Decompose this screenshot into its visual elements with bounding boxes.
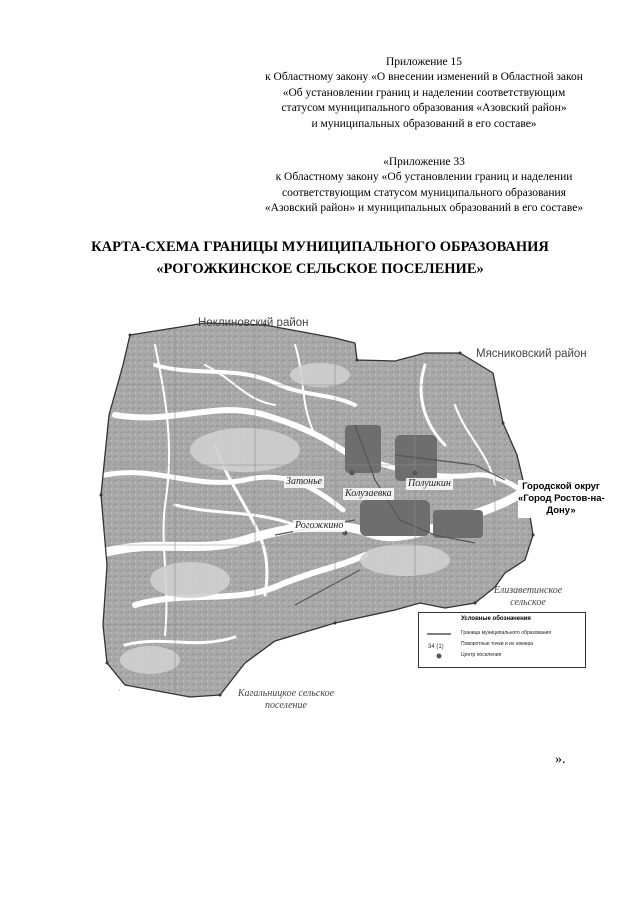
settlement-label: Полушкин — [408, 478, 451, 489]
appendix-15-line: «Об установлении границ и наделении соответствующим — [282, 86, 566, 99]
center-dot-icon — [425, 651, 453, 661]
appendix-15-line: к Областному закону «О внесении изменений в Областной закон — [265, 71, 583, 84]
settlement-label: Рогожкино — [295, 520, 344, 531]
page-number: · — [118, 686, 121, 695]
neighbor-east-line: Дону» — [546, 505, 576, 516]
appendix-33-line: к Областному закону «Об установлении границ и наделении — [275, 171, 573, 184]
appendix-15-line: и муниципальных образований в его составе» — [311, 117, 537, 130]
boundary-line-icon — [425, 629, 453, 639]
closing-quote-mark: ». — [555, 752, 566, 767]
map-legend — [418, 612, 586, 668]
appendix-33-line: «Приложение 33 — [383, 156, 465, 168]
settlement-center-marker — [350, 471, 355, 476]
map-title — [60, 236, 580, 280]
turning-point-code: 34 (1) — [428, 644, 444, 650]
map-title-line-1: КАРТА-СХЕМА ГРАНИЦЫ МУНИЦИПАЛЬНОГО ОБРАЗОВАНИЯ — [91, 239, 549, 255]
neighbor-label-north: Неклиновский район — [198, 317, 309, 329]
neighbor-south-line: Кагальницкое сельское — [237, 688, 335, 699]
neighbor-label-south — [236, 688, 336, 712]
legend-item-boundary — [423, 629, 583, 639]
appendix-15-line: Приложение 15 — [385, 56, 463, 68]
neighbor-label-northeast: Мясниковский район — [476, 348, 587, 360]
settlement-label: Затонье — [286, 476, 323, 487]
appendix-33-line: соответствующим статусом муниципального образования — [282, 186, 566, 199]
neighbor-southeast-line: Елизаветинское сельское — [493, 585, 563, 608]
neighbor-east-line: «Город Ростов-на- — [518, 493, 605, 504]
legend-title: Условные обозначения — [461, 616, 531, 622]
neighbor-label-east — [518, 480, 604, 518]
neighbor-east-line: Городской округ — [522, 481, 600, 492]
appendix-15-header — [228, 55, 620, 132]
legend-item-center — [423, 651, 583, 661]
map-title-line-2: «РОГОЖКИНСКОЕ СЕЛЬСКОЕ ПОСЕЛЕНИЕ» — [156, 261, 484, 277]
legend-label: Центр поселения — [461, 652, 502, 658]
turning-point-icon — [425, 640, 453, 650]
settlement-center-marker — [413, 471, 418, 476]
neighbor-south-line: поселение — [265, 700, 307, 711]
settlement-label: Колузаевка — [345, 488, 392, 499]
appendix-33-header — [226, 155, 622, 217]
legend-label: Поворотные точки и их номера — [461, 641, 534, 647]
appendix-33-line: «Азовский район» и муниципальных образований в его составе» — [264, 202, 584, 215]
appendix-15-line: статусом муниципального образования «Азовский район» — [281, 102, 567, 115]
legend-label: Граница муниципального образования — [461, 630, 552, 636]
legend-item-turning-point — [423, 640, 583, 650]
